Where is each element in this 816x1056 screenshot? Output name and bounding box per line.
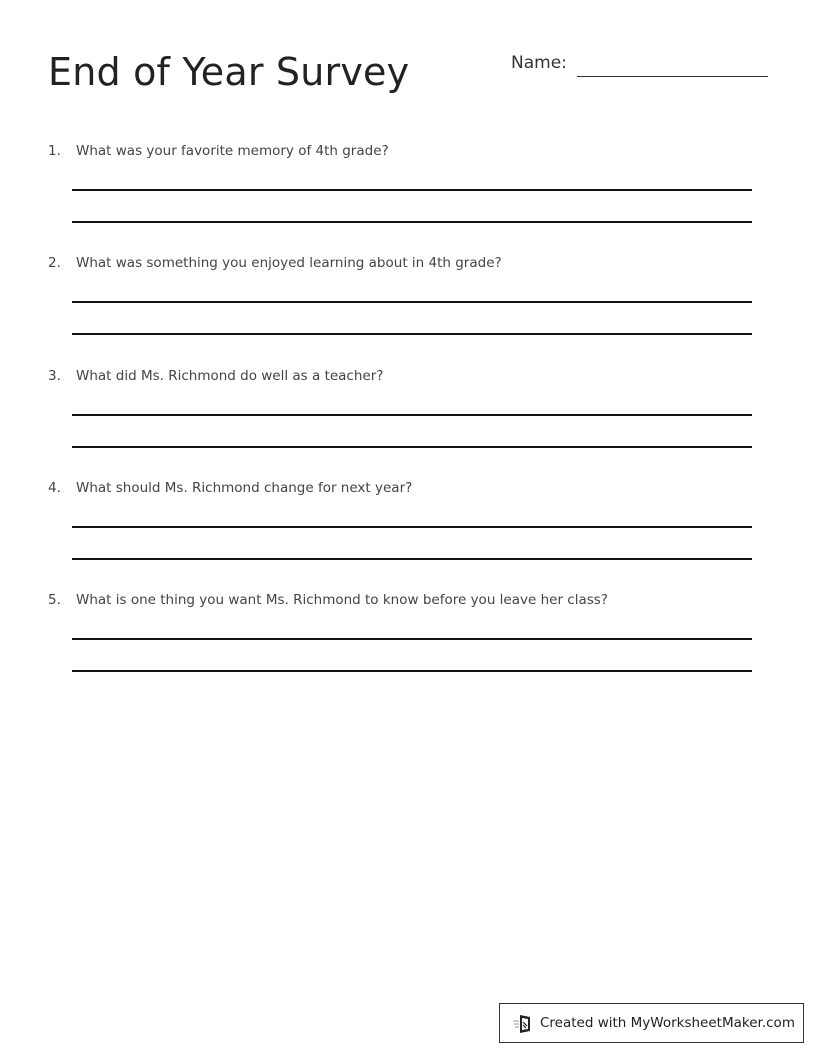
answer-line[interactable] xyxy=(72,638,752,640)
answer-line[interactable] xyxy=(72,189,752,191)
question-text: What did Ms. Richmond do well as a teacher? xyxy=(76,368,384,384)
question-number: 5. xyxy=(48,592,61,608)
question-number: 1. xyxy=(48,143,61,159)
question-number: 2. xyxy=(48,255,61,271)
name-label: Name: xyxy=(511,53,567,73)
question-text: What is one thing you want Ms. Richmond to know before you leave her class? xyxy=(76,592,608,608)
answer-line[interactable] xyxy=(72,558,752,560)
answer-line[interactable] xyxy=(72,414,752,416)
created-with-badge[interactable] xyxy=(499,1003,804,1043)
question-number: 3. xyxy=(48,368,61,384)
answer-line[interactable] xyxy=(72,333,752,335)
name-field-line[interactable] xyxy=(577,76,768,77)
worksheet-title: End of Year Survey xyxy=(48,50,410,94)
footer-text: Created with MyWorksheetMaker.com xyxy=(540,1015,795,1031)
worksheet-maker-logo-icon xyxy=(512,1012,534,1034)
answer-line[interactable] xyxy=(72,526,752,528)
question-text: What was something you enjoyed learning about in 4th grade? xyxy=(76,255,502,271)
question-text: What was your favorite memory of 4th grade? xyxy=(76,143,389,159)
answer-line[interactable] xyxy=(72,670,752,672)
answer-line[interactable] xyxy=(72,446,752,448)
answer-line[interactable] xyxy=(72,301,752,303)
question-number: 4. xyxy=(48,480,61,496)
answer-line[interactable] xyxy=(72,221,752,223)
question-text: What should Ms. Richmond change for next year? xyxy=(76,480,413,496)
